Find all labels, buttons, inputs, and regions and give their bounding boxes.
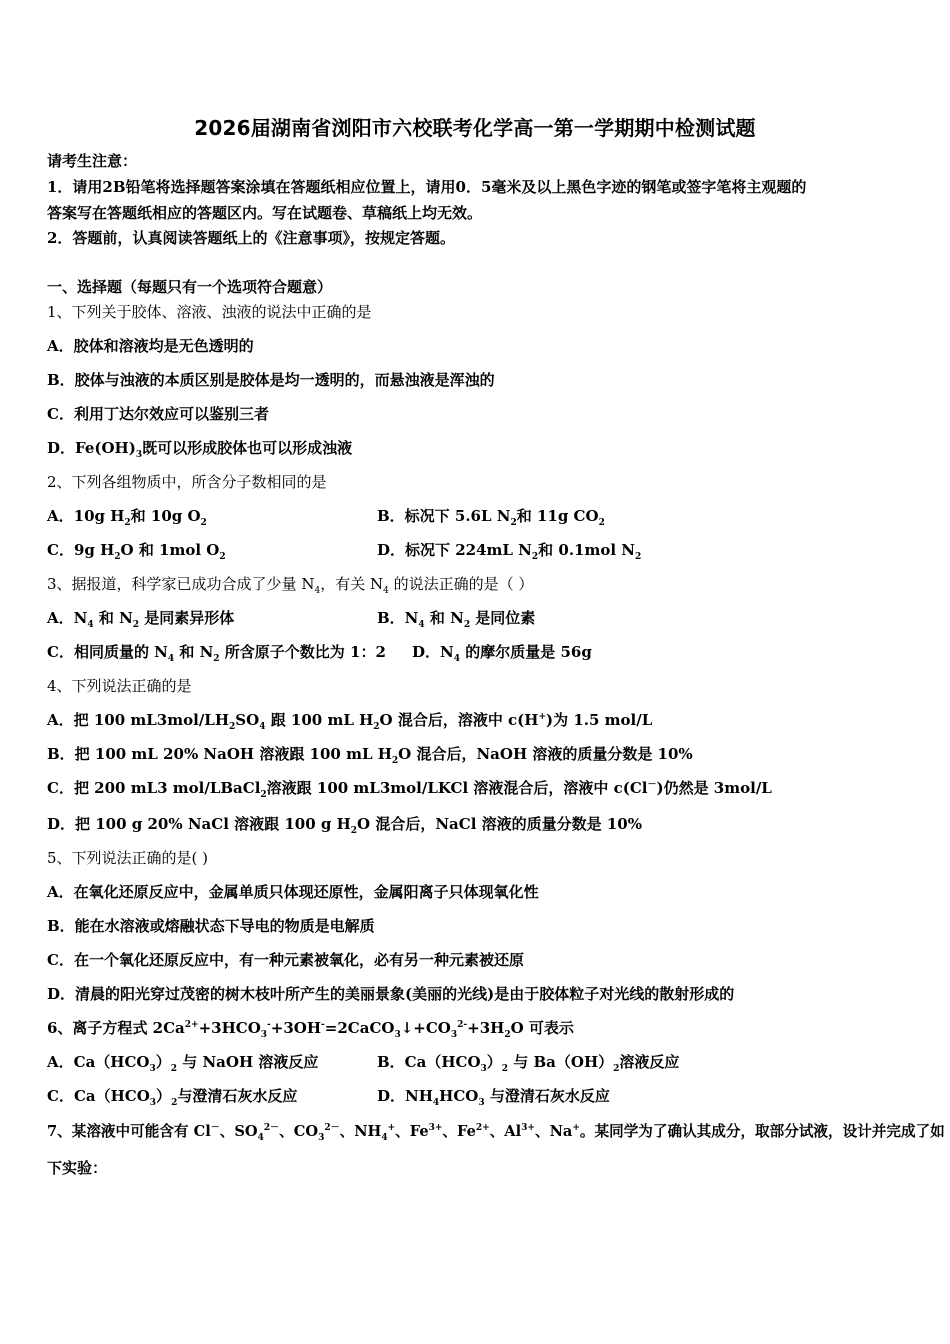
question-2-stem: 2、下列各组物质中，所含分子数相同的是 xyxy=(47,473,327,491)
question-3-stem: 3、据报道，科学家已成功合成了少量 $N_4$，有关 $N_4$ 的说法正确的是（ ） xyxy=(47,575,534,596)
q2-option-d: D．标况下 224mL $N_2$和 0.1mol $N_2$ xyxy=(377,541,642,562)
q4-option-c: C．把 200 mL3 mol/LBaCl$_2$溶液跟 100 mL3mol/LKCl 溶液混合后，溶液中 c(Cl－)仍然是 3mol/L xyxy=(47,779,772,800)
q6-option-b: B．$Ca(HCO_3)_2$ 与 $Ba(OH)_2$溶液反应 xyxy=(377,1053,680,1074)
q2-option-a: A．10g $H_2$和 10g $O_2$ xyxy=(47,507,207,528)
q5-option-b: B．能在水溶液或熔融状态下导电的物质是电解质 xyxy=(47,917,375,935)
q4-option-b: B．把 100 mL 20% NaOH 溶液跟 100 mL $H_2O$ 混合后，NaOH 溶液的质量分数是 10% xyxy=(47,745,693,766)
q5-option-c: C．在一个氧化还原反应中，有一种元素被氧化，必有另一种元素被还原 xyxy=(47,951,524,969)
notice-item: 答案写在答题纸相应的答题区内。写在试题卷、草稿纸上均无效。 xyxy=(47,204,483,222)
question-6-stem: 6、离子方程式 $2Ca^{2+}+3HCO_3^-+3OH^-=2CaCO_3↓+CO_3^{2-}+3H_2O$ 可表示 xyxy=(47,1019,574,1040)
q3-option-d: D．$N_4$ 的摩尔质量是 56g xyxy=(412,643,592,664)
q1-option-b: B．胶体与浊液的本质区别是胶体是均一透明的，而悬浊液是浑浊的 xyxy=(47,371,495,389)
question-5-stem: 5、下列说法正确的是( ) xyxy=(47,849,209,867)
q1-option-d: D．$Fe(OH)_3$既可以形成胶体也可以形成浊液 xyxy=(47,439,353,460)
q6-option-a: A．$Ca(HCO_3)_2$ 与 NaOH 溶液反应 xyxy=(47,1053,319,1074)
q2-option-b: B．标况下 5.6L $N_2$和 11g $CO_2$ xyxy=(377,507,605,528)
q2-option-c: C．9g $H_2O$ 和 1mol $O_2$ xyxy=(47,541,226,562)
q5-option-d: D．清晨的阳光穿过茂密的树木枝叶所产生的美丽景象(美丽的光线)是由于胶体粒子对光线的散射形成的 xyxy=(47,985,735,1003)
notice-item: 2．答题前，认真阅读答题纸上的《注意事项》，按规定答题。 xyxy=(47,229,455,247)
section-heading: 一、选择题（每题只有一个选项符合题意） xyxy=(47,278,333,296)
q1-option-c: C．利用丁达尔效应可以鉴别三者 xyxy=(47,405,269,423)
question-7-stem: 7、某溶液中可能含有 Cl－、$SO_4^{2-}$、$CO_3^{2-}$、$NH_4^+$、$Fe^{3+}$、$Fe^{2+}$、$Al^{3+}$、Na+。某同学为了确认其成分，取部分试液，设计并完成了如 xyxy=(47,1123,945,1143)
q5-option-a: A．在氧化还原反应中，金属单质只体现还原性，金属阳离子只体现氧化性 xyxy=(47,883,539,901)
q1-option-a: A．胶体和溶液均是无色透明的 xyxy=(47,337,254,355)
q3-option-b: B．$N_4$ 和 $N_2$ 是同位素 xyxy=(377,609,536,630)
notice-heading: 请考生注意： xyxy=(47,152,138,170)
question-7-stem-cont: 下实验： xyxy=(47,1159,108,1177)
q4-option-a: A．把 100 $mL3mol/LH_2SO_4$ 跟 100 mL $H_2O$ 混合后，溶液中 c(H+)为 1.5 mol/L xyxy=(47,711,653,732)
q3-option-a: A．$N_4$ 和 $N_2$ 是同素异形体 xyxy=(47,609,235,630)
q3-option-c: C．相同质量的 $N_4$ 和 $N_2$ 所含原子个数比为 1：2 xyxy=(47,643,386,664)
question-1-stem: 1、下列关于胶体、溶液、浊液的说法中正确的是 xyxy=(47,303,372,321)
notice-item: 1．请用2B铅笔将选择题答案涂填在答题纸相应位置上，请用0．5毫米及以上黑色字迹的钢笔或签字笔将主观题的 xyxy=(47,178,807,196)
q6-option-c: C．$Ca(HCO_3)_2$与澄清石灰水反应 xyxy=(47,1087,298,1108)
document-title: 2026届湖南省浏阳市六校联考化学高一第一学期期中检测试题 xyxy=(194,116,756,140)
q6-option-d: D．$NH_4HCO_3$ 与澄清石灰水反应 xyxy=(377,1087,610,1108)
q4-option-d: D．把 100 g 20% NaCl 溶液跟 100 g $H_2O$ 混合后，NaCl 溶液的质量分数是 10% xyxy=(47,815,642,836)
question-4-stem: 4、下列说法正确的是 xyxy=(47,677,192,695)
